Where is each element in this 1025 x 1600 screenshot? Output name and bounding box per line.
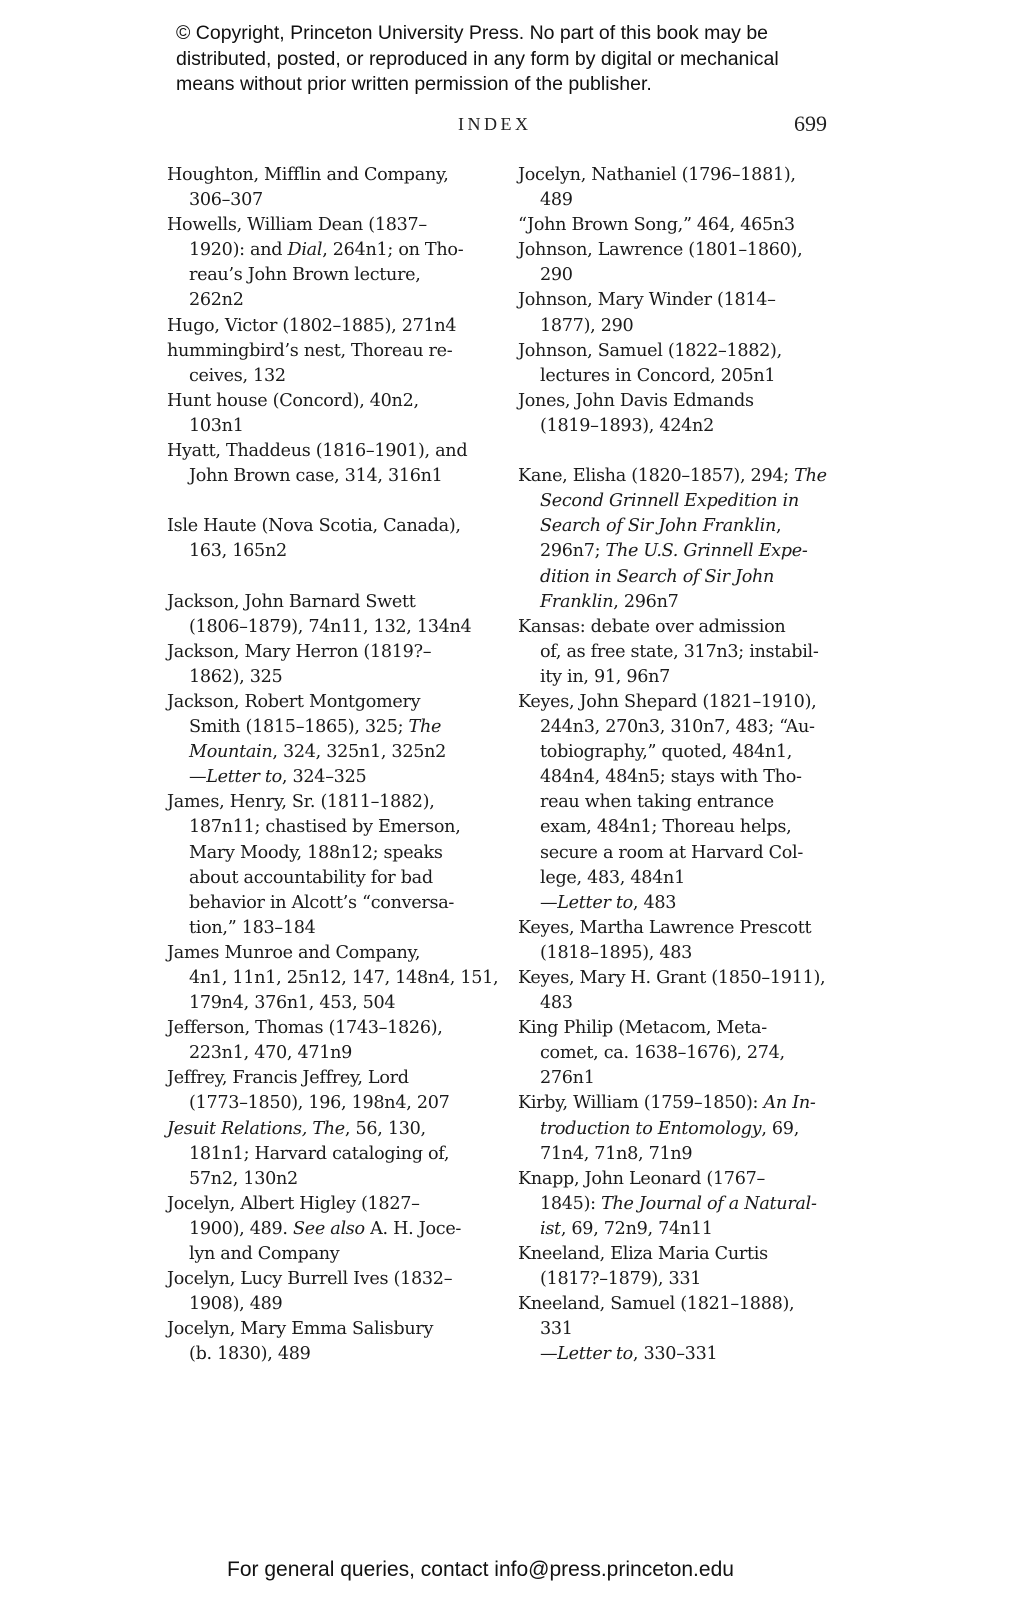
index-line: 57n2, 130n2: [189, 1168, 298, 1189]
index-italic-text: An In-: [763, 1093, 816, 1114]
index-spacer: [167, 489, 497, 514]
index-text: —: [189, 767, 207, 788]
index-italic-text: The: [408, 717, 442, 738]
index-line: comet, ca. 1638–1676), 274,: [540, 1043, 785, 1064]
index-line: 484n4, 484n5; stays with Tho-: [540, 767, 802, 788]
index-line: secure a room at Harvard Col-: [540, 842, 804, 863]
index-line: Jackson, Mary Herron (1819?–: [167, 641, 432, 662]
index-italic-text: Mountain: [189, 742, 273, 763]
index-text: , 330–331: [632, 1344, 718, 1365]
index-italic-text: Letter to: [557, 892, 633, 913]
index-italic-text: Franklin: [540, 591, 614, 612]
index-line: Jefferson, Thomas (1743–1826),: [167, 1018, 443, 1039]
index-line: tobiography,” quoted, 484n1,: [540, 742, 793, 763]
index-line: Johnson, Lawrence (1801–1860),: [518, 240, 803, 261]
index-line: 244n3, 270n3, 310n7, 483; “Au-: [540, 717, 815, 738]
index-line: John Brown case, 314, 316n1: [189, 466, 443, 487]
index-line: [518, 1342, 848, 1367]
index-line: 163, 165n2: [189, 541, 287, 562]
index-line: about accountability for bad: [189, 867, 433, 888]
index-line: [518, 1091, 848, 1116]
index-text: A. H. Joce-: [364, 1218, 462, 1239]
index-line: King Philip (Metacom, Meta-: [518, 1018, 767, 1039]
footer-contact: For general queries, contact info@press.princeton.edu: [227, 1558, 734, 1581]
index-text: Kane, Elisha (1820–1857), 294;: [518, 466, 795, 487]
index-line: [518, 514, 848, 539]
index-line: Kneeland, Eliza Maria Curtis: [518, 1244, 768, 1265]
index-line: 4n1, 11n1, 25n12, 147, 148n4, 151,: [189, 968, 499, 988]
index-line: 483: [540, 993, 573, 1014]
index-line: 181n1; Harvard cataloging of,: [189, 1143, 450, 1164]
index-text: Smith (1815–1865), 325;: [189, 717, 409, 738]
index-text: , 324–325: [281, 767, 367, 788]
index-text: 1920): and: [189, 240, 288, 261]
copyright-notice: [176, 21, 876, 98]
index-line: Houghton, Mifflin and Company,: [167, 165, 449, 185]
index-line: Hyatt, Thaddeus (1816–1901), and: [167, 441, 468, 462]
index-line: [167, 715, 497, 740]
index-line: (1819–1893), 424n2: [540, 415, 714, 436]
index-line: 1862), 325: [189, 666, 283, 687]
index-text: , 69,: [761, 1118, 799, 1139]
index-text: —: [540, 892, 558, 913]
index-line: Mary Moody, 188n12; speaks: [189, 842, 443, 863]
index-line: Jocelyn, Albert Higley (1827–: [167, 1193, 420, 1214]
index-text: , 483: [632, 892, 677, 913]
index-line: of, as free state, 317n3; instabil-: [540, 641, 819, 662]
index-line: 1877), 290: [540, 315, 634, 336]
index-line: lege, 483, 484n1: [540, 867, 685, 888]
index-line: Kansas: debate over admission: [518, 616, 786, 637]
index-line: 331: [540, 1319, 573, 1340]
index-line: Keyes, John Shepard (1821–1910),: [518, 691, 817, 712]
index-line: 179n4, 376n1, 453, 504: [189, 993, 396, 1014]
index-italic-text: ist: [540, 1218, 561, 1239]
index-line: Keyes, Martha Lawrence Prescott: [518, 917, 812, 938]
index-line: [518, 489, 848, 514]
index-line: 306–307: [189, 190, 263, 211]
index-line: [167, 1217, 497, 1242]
index-column-right: [518, 163, 848, 1368]
index-line: Jocelyn, Nathaniel (1796–1881),: [518, 165, 796, 185]
index-line: Johnson, Mary Winder (1814–: [518, 290, 776, 311]
index-line: [167, 1117, 497, 1142]
page-number: 699: [794, 111, 827, 136]
index-line: Jocelyn, Mary Emma Salisbury: [167, 1319, 434, 1340]
index-italic-text: troduction to Entomology: [540, 1118, 762, 1139]
index-line: Jackson, John Barnard Swett: [167, 591, 416, 612]
index-line: Kneeland, Samuel (1821–1888),: [518, 1294, 795, 1315]
index-text: , 56, 130,: [344, 1118, 426, 1139]
index-text: , 69, 72n9, 74n11: [560, 1218, 713, 1239]
index-italic-text: Letter to: [557, 1344, 633, 1365]
copyright-line: © Copyright, Princeton University Press. No part of this book may be: [176, 22, 769, 44]
index-line: (1806–1879), 74n11, 132, 134n4: [189, 616, 472, 637]
index-line: (b. 1830), 489: [189, 1344, 311, 1365]
index-line: [518, 565, 848, 590]
index-line: (1817?–1879), 331: [540, 1269, 702, 1290]
index-italic-text: The: [794, 466, 827, 487]
index-italic-text: dition in Search of Sir John: [540, 566, 775, 587]
index-line: [518, 891, 848, 916]
index-line: Isle Haute (Nova Scotia, Canada),: [167, 516, 461, 537]
index-line: (1773–1850), 196, 198n4, 207: [189, 1093, 450, 1114]
index-line: behavior in Alcott’s “conversa-: [189, 892, 455, 913]
index-line: Hunt house (Concord), 40n2,: [167, 390, 419, 411]
index-line: Jackson, Robert Montgomery: [167, 691, 421, 712]
index-line: 489: [540, 190, 573, 211]
index-line: lectures in Concord, 205n1: [540, 365, 776, 386]
index-line: [167, 765, 497, 790]
index-spacer: [518, 439, 848, 464]
index-line: James Munroe and Company,: [167, 942, 421, 963]
index-line: James, Henry, Sr. (1811–1882),: [167, 792, 435, 813]
index-line: reau’s John Brown lecture,: [189, 265, 421, 286]
index-line: Johnson, Samuel (1822–1882),: [518, 340, 782, 361]
index-line: 103n1: [189, 415, 244, 436]
index-line: Hugo, Victor (1802–1885), 271n4: [167, 315, 457, 336]
index-line: 1908), 489: [189, 1294, 283, 1315]
index-line: Howells, William Dean (1837–: [167, 215, 427, 236]
index-line: exam, 484n1; Thoreau helps,: [540, 817, 792, 838]
index-line: 276n1: [540, 1068, 595, 1089]
index-line: Jeffrey, Francis Jeffrey, Lord: [167, 1068, 409, 1089]
index-spacer: [167, 565, 497, 590]
index-line: [167, 740, 497, 765]
index-text: 296n7;: [540, 541, 606, 562]
index-line: “John Brown Song,” 464, 465n3: [518, 215, 795, 236]
index-line: [518, 1117, 848, 1142]
index-text: ,: [776, 516, 782, 537]
index-italic-text: See also: [293, 1218, 365, 1239]
index-line: [518, 1192, 848, 1217]
index-line: [518, 539, 848, 564]
index-line: tion,” 183–184: [189, 917, 316, 938]
index-italic-text: Jesuit Relations, The: [167, 1118, 345, 1139]
index-text: 1900), 489.: [189, 1218, 293, 1239]
index-text: —: [540, 1344, 558, 1365]
index-line: Knapp, John Leonard (1767–: [518, 1168, 765, 1189]
running-head: INDEX: [458, 114, 532, 134]
index-italic-text: Second Grinnell Expedition in: [540, 491, 799, 512]
index-line: [518, 590, 848, 615]
index-line: 290: [540, 265, 573, 286]
index-text: , 264n1; on Tho-: [322, 240, 464, 261]
copyright-line: means without prior written permission of the publisher.: [176, 73, 652, 95]
index-text: 1845):: [540, 1193, 602, 1214]
index-italic-text: The Journal of a Natural-: [601, 1193, 817, 1214]
index-italic-text: Search of Sir John Franklin: [540, 516, 777, 537]
index-line: Jones, John Davis Edmands: [518, 390, 754, 411]
index-line: hummingbird’s nest, Thoreau re-: [167, 340, 453, 361]
index-italic-text: Dial: [287, 240, 323, 261]
index-text: , 296n7: [613, 591, 679, 612]
index-italic-text: The U.S. Grinnell Expe-: [605, 541, 808, 562]
index-line: 262n2: [189, 290, 244, 311]
index-line: ity in, 91, 96n7: [540, 666, 671, 687]
copyright-line: distributed, posted, or reproduced in any form by digital or mechanical: [176, 47, 779, 70]
index-line: Keyes, Mary H. Grant (1850–1911),: [518, 968, 826, 988]
index-line: Jocelyn, Lucy Burrell Ives (1832–: [167, 1269, 453, 1290]
index-line: reau when taking entrance: [540, 792, 774, 813]
index-line: [167, 238, 497, 263]
index-text: , 324, 325n1, 325n2: [272, 742, 447, 763]
index-line: ceives, 132: [189, 365, 286, 386]
index-line: 187n11; chastised by Emerson,: [189, 817, 461, 838]
index-line: (1818–1895), 483: [540, 942, 693, 963]
index-line: lyn and Company: [189, 1244, 340, 1265]
index-line: [518, 464, 848, 489]
index-line: 71n4, 71n8, 71n9: [540, 1143, 693, 1164]
index-line: [518, 1217, 848, 1242]
index-column-left: [167, 163, 497, 1368]
index-italic-text: Letter to: [206, 767, 282, 788]
index-text: Kirby, William (1759–1850):: [518, 1093, 764, 1114]
index-line: 223n1, 470, 471n9: [189, 1043, 353, 1064]
